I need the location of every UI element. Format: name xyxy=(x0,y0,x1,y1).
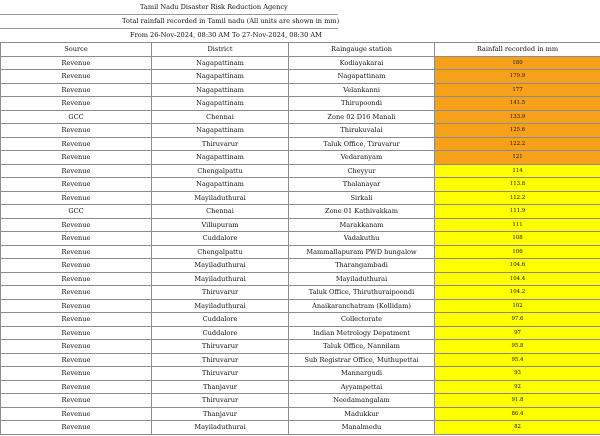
rainfall-cell: 93 xyxy=(435,367,600,381)
column-header-district: District xyxy=(152,43,289,57)
column-header-source: Source xyxy=(1,43,152,57)
agency-title: Tamil Nadu Disaster Risk Reduction Agency xyxy=(140,3,288,11)
station-cell: Collectorate xyxy=(289,313,435,327)
table-row xyxy=(1,191,600,205)
source-cell: Revenue xyxy=(1,421,152,435)
district-cell: Thiruvarur xyxy=(152,340,289,354)
table-row xyxy=(1,326,600,340)
rainfall-cell: 177 xyxy=(435,83,600,97)
district-cell: Mayiladuthurai xyxy=(152,191,289,205)
table-row xyxy=(1,245,600,259)
rainfall-table xyxy=(0,42,600,435)
station-cell: Mammallapuram PWD bungalow xyxy=(289,245,435,259)
rainfall-cell: 102 xyxy=(435,299,600,313)
station-cell: Sirkali xyxy=(289,191,435,205)
station-cell: Thirupoondi xyxy=(289,97,435,111)
station-cell: Anaikaranchatram (Kollidam) xyxy=(289,299,435,313)
district-cell: Nagapattinam xyxy=(152,83,289,97)
rainfall-cell: 95.4 xyxy=(435,353,600,367)
rainfall-cell: 121 xyxy=(435,151,600,165)
station-cell: Taluk Office, Tiruvarur xyxy=(289,137,435,151)
header-divider-2 xyxy=(0,28,338,29)
station-cell: Madukkur xyxy=(289,407,435,421)
rainfall-cell: 104.2 xyxy=(435,286,600,300)
source-cell: GCC xyxy=(1,205,152,219)
table-row xyxy=(1,124,600,138)
table-row xyxy=(1,421,600,435)
district-cell: Nagapattinam xyxy=(152,178,289,192)
rainfall-cell: 180 xyxy=(435,56,600,70)
rainfall-cell: 113.8 xyxy=(435,178,600,192)
column-header-rainfall: Rainfall recorded in mm xyxy=(435,43,600,57)
district-cell: Nagapattinam xyxy=(152,124,289,138)
rainfall-cell: 114 xyxy=(435,164,600,178)
district-cell: Thiruvarur xyxy=(152,286,289,300)
station-cell: Cheyyur xyxy=(289,164,435,178)
district-cell: Thiruvarur xyxy=(152,353,289,367)
source-cell: Revenue xyxy=(1,232,152,246)
station-cell: Thalanayar xyxy=(289,178,435,192)
rainfall-cell: 141.5 xyxy=(435,97,600,111)
rainfall-cell: 125.6 xyxy=(435,124,600,138)
rainfall-cell: 111.9 xyxy=(435,205,600,219)
source-cell: Revenue xyxy=(1,178,152,192)
district-cell: Thiruvarur xyxy=(152,394,289,408)
header-divider-1 xyxy=(0,14,338,15)
district-cell: Thiruvarur xyxy=(152,367,289,381)
rainfall-cell: 133.9 xyxy=(435,110,600,124)
rainfall-cell: 92 xyxy=(435,380,600,394)
district-cell: Mayiladuthurai xyxy=(152,259,289,273)
table-row xyxy=(1,110,600,124)
station-cell: Tharangambadi xyxy=(289,259,435,273)
source-cell: Revenue xyxy=(1,313,152,327)
station-cell: Needamangalam xyxy=(289,394,435,408)
district-cell: Mayiladuthurai xyxy=(152,421,289,435)
source-cell: Revenue xyxy=(1,70,152,84)
station-cell: Zone 01 Kathivakkam xyxy=(289,205,435,219)
district-cell: Nagapattinam xyxy=(152,97,289,111)
source-cell: Revenue xyxy=(1,394,152,408)
district-cell: Mayiladuthurai xyxy=(152,299,289,313)
source-cell: Revenue xyxy=(1,380,152,394)
table-row xyxy=(1,83,600,97)
source-cell: Revenue xyxy=(1,299,152,313)
source-cell: Revenue xyxy=(1,218,152,232)
table-row xyxy=(1,380,600,394)
rainfall-cell: 108 xyxy=(435,232,600,246)
table-row xyxy=(1,56,600,70)
table-row xyxy=(1,232,600,246)
rainfall-cell: 82 xyxy=(435,421,600,435)
station-cell: Vedaranyam xyxy=(289,151,435,165)
source-cell: Revenue xyxy=(1,56,152,70)
table-row xyxy=(1,178,600,192)
rainfall-cell: 97 xyxy=(435,326,600,340)
district-cell: Mayiladuthurai xyxy=(152,272,289,286)
table-row xyxy=(1,137,600,151)
table-row xyxy=(1,259,600,273)
station-cell: Mayiladuthurai xyxy=(289,272,435,286)
source-cell: Revenue xyxy=(1,83,152,97)
district-cell: Nagapattinam xyxy=(152,70,289,84)
table-header-row xyxy=(1,43,600,57)
table-row xyxy=(1,151,600,165)
source-cell: Revenue xyxy=(1,97,152,111)
district-cell: Chennai xyxy=(152,110,289,124)
source-cell: Revenue xyxy=(1,151,152,165)
table-row xyxy=(1,218,600,232)
source-cell: Revenue xyxy=(1,286,152,300)
rainfall-cell: 91.8 xyxy=(435,394,600,408)
source-cell: Revenue xyxy=(1,245,152,259)
table-row xyxy=(1,97,600,111)
table-row xyxy=(1,353,600,367)
station-cell: Manalmedu xyxy=(289,421,435,435)
table-row xyxy=(1,299,600,313)
rainfall-cell: 112.2 xyxy=(435,191,600,205)
table-row xyxy=(1,407,600,421)
source-cell: Revenue xyxy=(1,367,152,381)
district-cell: Cuddalore xyxy=(152,326,289,340)
district-cell: Nagapattinam xyxy=(152,56,289,70)
table-row xyxy=(1,340,600,354)
rainfall-cell: 104.4 xyxy=(435,272,600,286)
rainfall-cell: 104.6 xyxy=(435,259,600,273)
table-row xyxy=(1,313,600,327)
station-cell: Indian Metrology Depatment xyxy=(289,326,435,340)
district-cell: Chengalpattu xyxy=(152,164,289,178)
table-row xyxy=(1,272,600,286)
source-cell: Revenue xyxy=(1,137,152,151)
district-cell: Thanjavur xyxy=(152,407,289,421)
district-cell: Chengalpattu xyxy=(152,245,289,259)
station-cell: Thirukuvalai xyxy=(289,124,435,138)
district-cell: Cuddalore xyxy=(152,313,289,327)
rainfall-cell: 95.8 xyxy=(435,340,600,354)
source-cell: Revenue xyxy=(1,272,152,286)
district-cell: Thiruvarur xyxy=(152,137,289,151)
station-cell: Velankanni xyxy=(289,83,435,97)
source-cell: Revenue xyxy=(1,353,152,367)
report-subtitle: Total rainfall recorded in Tamil nadu (All units are shown in mm) xyxy=(122,17,340,25)
source-cell: Revenue xyxy=(1,259,152,273)
rainfall-cell: 106 xyxy=(435,245,600,259)
station-cell: Ayyampettai xyxy=(289,380,435,394)
district-cell: Cuddalore xyxy=(152,232,289,246)
rainfall-cell: 122.2 xyxy=(435,137,600,151)
source-cell: GCC xyxy=(1,110,152,124)
district-cell: Nagapattinam xyxy=(152,151,289,165)
district-cell: Thanjavur xyxy=(152,380,289,394)
source-cell: Revenue xyxy=(1,326,152,340)
table-row xyxy=(1,164,600,178)
station-cell: Mannargudi xyxy=(289,367,435,381)
station-cell: Taluk Office, Nannilam xyxy=(289,340,435,354)
table-row xyxy=(1,394,600,408)
station-cell: Sub Registrar Office, Muthupettai xyxy=(289,353,435,367)
district-cell: Chennai xyxy=(152,205,289,219)
source-cell: Revenue xyxy=(1,124,152,138)
source-cell: Revenue xyxy=(1,340,152,354)
rainfall-cell: 179.9 xyxy=(435,70,600,84)
column-header-station: Raingauge station xyxy=(289,43,435,57)
source-cell: Revenue xyxy=(1,191,152,205)
source-cell: Revenue xyxy=(1,164,152,178)
station-cell: Nagapattinam xyxy=(289,70,435,84)
source-cell: Revenue xyxy=(1,407,152,421)
table-row xyxy=(1,286,600,300)
table-row xyxy=(1,70,600,84)
station-cell: Taluk Office, Thiruthuraipoondi xyxy=(289,286,435,300)
station-cell: Kodiayakarai xyxy=(289,56,435,70)
station-cell: Marakkanam xyxy=(289,218,435,232)
district-cell: Villupuram xyxy=(152,218,289,232)
rainfall-cell: 111 xyxy=(435,218,600,232)
rainfall-cell: 97.6 xyxy=(435,313,600,327)
station-cell: Zone 02 D16 Manali xyxy=(289,110,435,124)
table-row xyxy=(1,205,600,219)
station-cell: Vadakuthu xyxy=(289,232,435,246)
table-row xyxy=(1,367,600,381)
rainfall-cell: 86.4 xyxy=(435,407,600,421)
report-period: From 26-Nov-2024, 08:30 AM To 27-Nov-2024, 08:30 AM xyxy=(130,31,322,39)
